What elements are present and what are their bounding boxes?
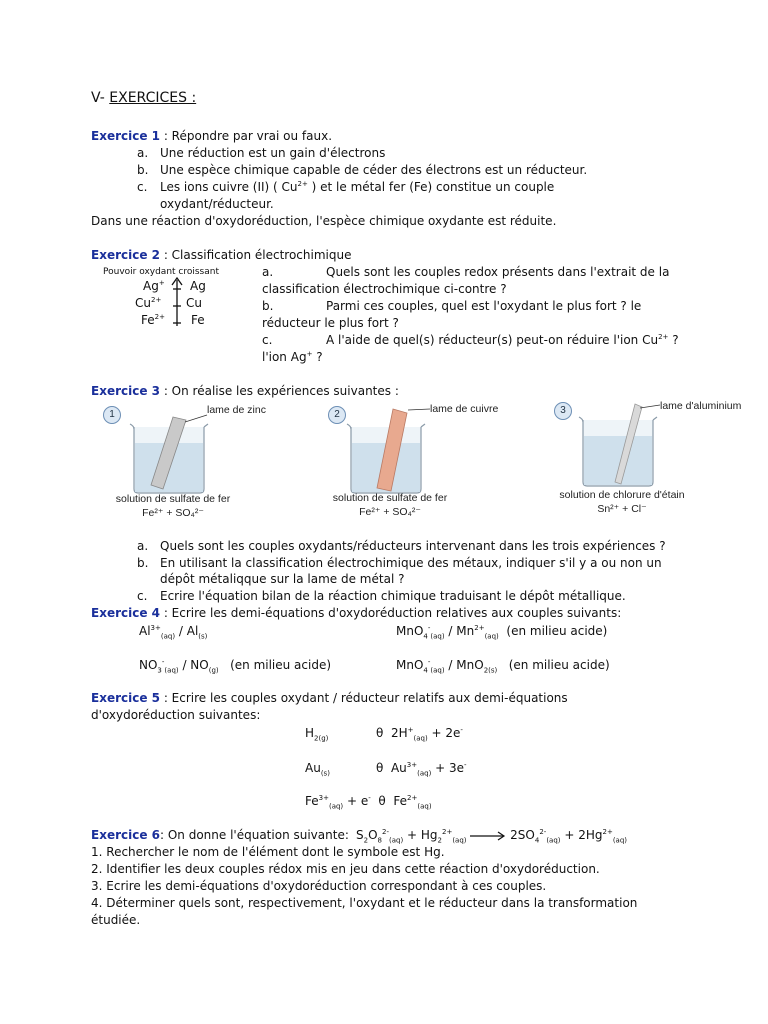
beaker-3-ions: Sn²⁺ + Cl⁻ [597,503,647,515]
beaker-2-solution: solution de sulfate de fer [332,492,448,504]
ex4-couple-al: $Al^{3+}_{(aq)} / Al_{(s)}$ [139,624,208,641]
copper-leader-line [408,405,432,415]
scale-red-cu: Cu [186,296,202,310]
ex4-heading: Exercice 4 : Ecrire les demi-équations d'oxydoréduction relatives aux couples suivants: [91,606,622,620]
ex3-qa-letter: a. [137,539,149,553]
beaker-1-illustration [118,405,228,495]
ex3-qb: En utilisant la classification électrochimique des métaux, indiquer s'il y a ou non un [160,556,662,570]
ex2-qb2: réducteur le plus fort ? [262,316,399,330]
ex6-heading: Exercice 6: On donne l'équation suivante: [91,828,349,842]
beaker-1-number: 1 [103,406,121,424]
ex3-qb-letter: b. [137,556,149,570]
beaker-2-strip-label: lame de cuivre [430,403,499,415]
zinc-leader-line [185,412,209,424]
ex1-last: Dans une réaction d'oxydoréduction, l'espèce chimique oxydante est réduite. [91,214,557,228]
beaker-3-number: 3 [554,402,572,420]
ex1-item-b-text: Une espèce chimique capable de céder des électrons est un réducteur. [160,163,588,177]
ex5-eq1-right: θ $2H^+_{(aq)} + 2e^-$ [376,726,463,743]
ex2-heading: Exercice 2 : Classification électrochimique [91,248,352,262]
ex1-item-c-text: Les ions cuivre (II) ( $Cu^{2+}$ ) et le métal fer (Fe) constitue un couple [160,180,555,194]
ex6-q4: 4. Déterminer quels sont, respectivement, l'oxydant et le réducteur dans la transformation [91,896,638,910]
ex2-qa-letter: a. [262,265,274,279]
ex1-item-a-text: Une réduction est un gain d'électrons [160,146,386,160]
ex5-eq1-left: $H_{2(g)}$ [305,726,329,743]
ex2-qc2: l'ion Ag+ ? [262,350,323,364]
beaker-2-illustration [335,405,445,495]
aluminium-leader-line [640,402,662,412]
ex1-heading: Exercice 1 : Répondre par vrai ou faux. [91,129,333,143]
section-title: V- EXERCICES : [91,90,197,106]
ex2-qa: Quels sont les couples redox présents dans l'extrait de la [326,265,670,279]
beaker-3-solution: solution de chlorure d'étain [559,489,685,501]
ex3-qc-letter: c. [137,589,148,603]
ex2-qc: A l'aide de quel(s) réducteur(s) peut-on réduire l'ion $Cu^{2+}$ ? [326,333,679,347]
ex3-qb-cont: dépôt métaliqque sur la lame de métal ? [160,572,405,586]
ex2-qc-letter: c. [262,333,273,347]
scale-title: Pouvoir oxydant croissant [103,267,219,277]
beaker-2-number: 2 [328,406,346,424]
ex2-qb: Parmi ces couples, quel est l'oxydant le plus fort ? le [326,299,642,313]
ex2-qa2: classification électrochimique ci-contre ? [262,282,507,296]
ex2-qb-letter: b. [262,299,274,313]
beaker-3-strip-label: lame d'aluminium [660,400,742,412]
ex6-equation: $S_2O_8^{2-}_{(aq)} + Hg_2^{2+}_{(aq)}$ $2SO_4^{2-}_{(aq)} + 2Hg^{2+}_{(aq)}$ [356,828,628,845]
ex5-eq2-right: θ $Au^{3+}_{(aq)} + 3e^-$ [376,761,467,778]
scale-red-fe: Fe [191,313,205,327]
ex3-qc: Ecrire l'équation bilan de la réaction chimique traduisant le dépôt métallique. [160,589,626,603]
scale-ox-ag: Ag+ [143,279,165,293]
ex3-qa: Quels sont les couples oxydants/réducteurs intervenant dans les trois expériences ? [160,539,666,553]
scale-ox-cu: $Cu^{2+}$ [135,296,162,310]
ex4-couple-mno4-mn: $MnO_4^-_{(aq)} / Mn^{2+}_{(aq)}$ (en milieu acide) [396,624,608,641]
ex1-item-c: c. [137,180,148,194]
ex6-q4-cont: étudiée. [91,913,141,927]
ex6-q2: 2. Identifier les deux couples rédox mis en jeu dans cette réaction d'oxydoréduction. [91,862,600,876]
ex3-heading: Exercice 3 : On réalise les expériences suivantes : [91,384,399,398]
beaker-1-strip-label: lame de zinc [207,404,266,416]
ex5-eq2-left: $Au_{(s)}$ [305,761,330,778]
ex1-item-a: a. [137,146,149,160]
ex6-q3: 3. Ecrire les demi-équations d'oxydoréduction correspondant à ces couples. [91,879,547,893]
beaker-1-ions: Fe²⁺ + SO₄²⁻ [142,507,204,519]
ex4-couple-mno4-mno2: MnO$_4$-$_{(aq)}$ / MnO$_{2(s)}$ (en milieu acide) [396,658,610,675]
ex1-item-c-cont: oxydant/réducteur. [160,197,274,211]
scale-ox-fe: $Fe^{2+}$ [141,313,165,327]
ex1-item-b: b. [137,163,149,177]
beaker-1-solution: solution de sulfate de fer [115,493,231,505]
ex6-q1: 1. Rechercher le nom de l'élément dont le symbole est Hg. [91,845,445,859]
beaker-2-ions: Fe²⁺ + SO₄²⁻ [359,506,421,518]
oxidizing-power-arrow [170,276,184,328]
reaction-arrow [470,831,506,841]
scale-red-ag: Ag [190,279,206,293]
ex5-heading: Exercice 5 : Ecrire les couples oxydant / réducteur relatifs aux demi-équations [91,691,568,705]
ex5-intro2: d'oxydoréduction suivantes: [91,708,261,722]
ex4-couple-no3-no: $NO_3^-_{(aq)} / NO_{(g)}$ (en milieu acide) [139,658,332,675]
ex5-eq3: $Fe^{3+}_{(aq)} + e^-$ θ $Fe^{2+}_{(aq)}$ [305,794,432,811]
